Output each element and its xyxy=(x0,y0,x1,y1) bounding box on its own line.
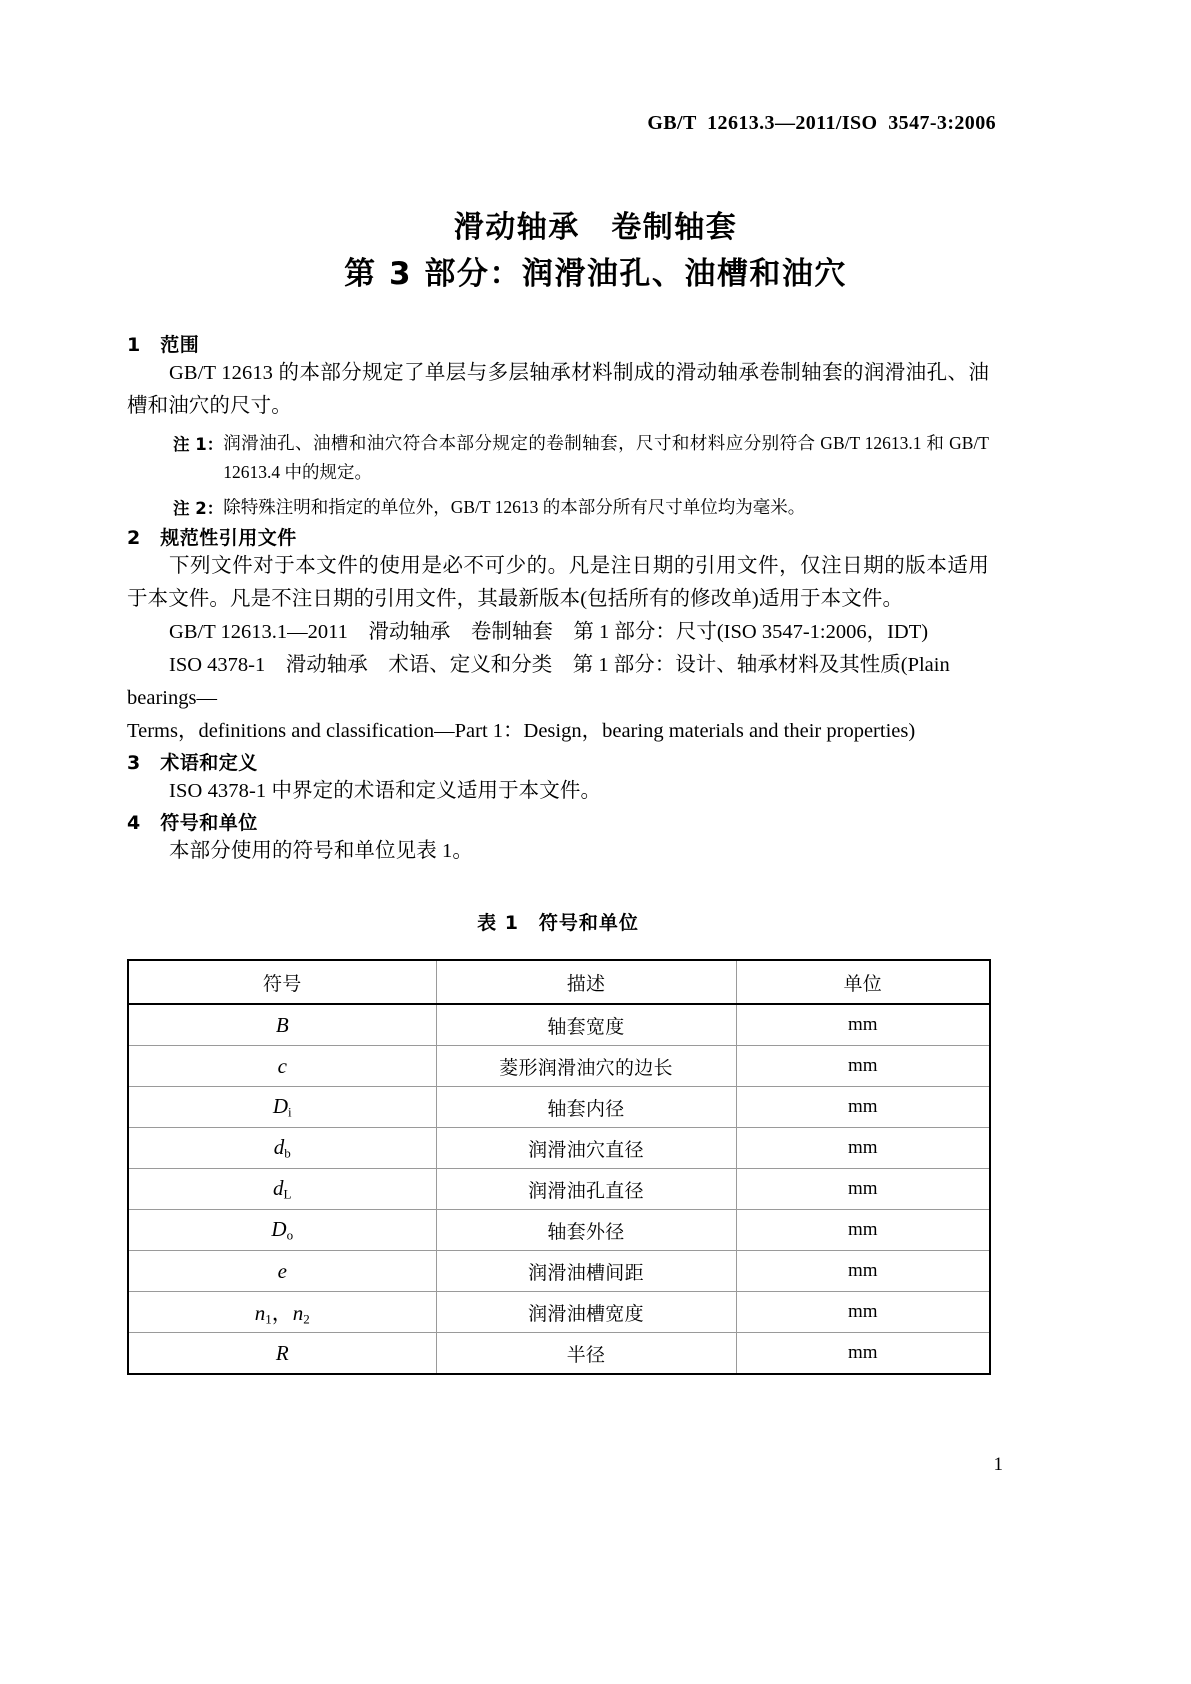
section-scope-paragraph: GB/T 12613 的本部分规定了单层与多层轴承材料制成的滑动轴承卷制轴套的润滑油孔、油槽和油穴的尺寸。 xyxy=(127,362,989,417)
section-normative-references-paragraph: 下列文件对于本文件的使用是必不可少的。凡是注日期的引用文件，仅注日期的版本适用于本文件。凡是不注日期的引用文件，其最新版本(包括所有的修改单)适用于本文件。 xyxy=(127,555,989,610)
note-2 xyxy=(127,493,989,523)
table-row xyxy=(128,1128,990,1169)
table-row xyxy=(128,1004,990,1046)
table-row xyxy=(128,1292,990,1333)
table-cell-symbol: c xyxy=(128,1046,436,1087)
table-cell-unit: mm xyxy=(736,1128,990,1169)
table-cell-symbol: R xyxy=(128,1333,436,1375)
table-cell-unit: mm xyxy=(736,1210,990,1251)
note-1-label: 注 1： xyxy=(173,435,224,454)
table-cell-description: 润滑油穴直径 xyxy=(436,1128,736,1169)
note-1-text: 润滑油孔、油槽和油穴符合本部分规定的卷制轴套，尺寸和材料应分别符合 GB/T 12613.1 和 GB/T 12613.4 中的规定。 xyxy=(223,433,989,482)
table-column-header-unit: 单位 xyxy=(736,960,990,1004)
document-body xyxy=(127,330,989,1375)
note-1 xyxy=(127,429,989,487)
table-row xyxy=(128,1087,990,1128)
table-body xyxy=(128,1004,990,1374)
document-title-line-2: 第 3 部分：润滑油孔、油槽和油穴 xyxy=(344,256,847,292)
reference-item-iso-4378-1-continued: Terms，definitions and classification—Part 1：Design，bearing materials and their properties) xyxy=(127,720,916,742)
table-header-row xyxy=(128,960,990,1004)
table-cell-description: 轴套外径 xyxy=(436,1210,736,1251)
table-column-header-symbol: 符号 xyxy=(128,960,436,1004)
table-header xyxy=(128,960,990,1004)
table-cell-symbol: $D_o$ xyxy=(128,1210,436,1251)
table-row xyxy=(128,1251,990,1292)
note-2-text: 除特殊注明和指定的单位外，GB/T 12613 的本部分所有尺寸单位均为毫米。 xyxy=(223,497,806,517)
table-cell-unit: mm xyxy=(736,1087,990,1128)
table-row xyxy=(128,1210,990,1251)
reference-item-gbt-12613-1: GB/T 12613.1—2011 滑动轴承 卷制轴套 第 1 部分：尺寸(ISO 3547-1:2006，IDT) xyxy=(169,621,929,643)
table-cell-symbol: B xyxy=(128,1004,436,1046)
table-row xyxy=(128,1333,990,1375)
table-cell-unit: mm xyxy=(736,1004,990,1046)
section-heading-terms-definitions: 3 术语和定义 xyxy=(127,752,258,774)
section-symbols-units-paragraph: 本部分使用的符号和单位见表 1。 xyxy=(169,840,473,862)
table-cell-unit: mm xyxy=(736,1251,990,1292)
table-cell-symbol: $D_i$ xyxy=(128,1087,436,1128)
table-cell-symbol: e xyxy=(128,1251,436,1292)
table-cell-description: 润滑油槽间距 xyxy=(436,1251,736,1292)
table-cell-unit: mm xyxy=(736,1292,990,1333)
table-cell-symbol: $d_L$ xyxy=(128,1169,436,1210)
page-number: 1 xyxy=(993,1454,1003,1475)
table-cell-description: 润滑油孔直径 xyxy=(436,1169,736,1210)
reference-item-iso-4378-1: ISO 4378-1 滑动轴承 术语、定义和分类 第 1 部分：设计、轴承材料及其性质(Plain bearings— xyxy=(127,654,955,709)
section-heading-normative-references: 2 规范性引用文件 xyxy=(127,527,297,549)
table-cell-description: 半径 xyxy=(436,1333,736,1375)
table-cell-unit: mm xyxy=(736,1169,990,1210)
running-header-standard-code: GB/T 12613.3—2011/ISO 3547-3:2006 xyxy=(647,112,996,134)
section-terms-definitions-paragraph: ISO 4378-1 中界定的术语和定义适用于本文件。 xyxy=(169,780,602,802)
symbols-and-units-table xyxy=(127,959,991,1375)
table-row xyxy=(128,1046,990,1087)
note-2-label: 注 2： xyxy=(173,499,224,518)
table-cell-description: 轴套宽度 xyxy=(436,1004,736,1046)
section-heading-scope: 1 范围 xyxy=(127,334,200,356)
table-cell-unit: mm xyxy=(736,1333,990,1375)
table-cell-description: 轴套内径 xyxy=(436,1087,736,1128)
table-cell-unit: mm xyxy=(736,1046,990,1087)
table-column-header-description: 描述 xyxy=(436,960,736,1004)
table-cell-description: 菱形润滑油穴的边长 xyxy=(436,1046,736,1087)
document-title-line-1: 滑动轴承 卷制轴套 xyxy=(453,210,738,245)
document-title xyxy=(0,205,1191,297)
table-caption: 表 1 符号和单位 xyxy=(477,912,639,934)
table-row xyxy=(128,1169,990,1210)
table-cell-description: 润滑油槽宽度 xyxy=(436,1292,736,1333)
section-heading-symbols-units: 4 符号和单位 xyxy=(127,812,258,834)
table-cell-symbol: $d_b$ xyxy=(128,1128,436,1169)
table-cell-symbol: $n_1$，$n_2$ xyxy=(128,1292,436,1333)
